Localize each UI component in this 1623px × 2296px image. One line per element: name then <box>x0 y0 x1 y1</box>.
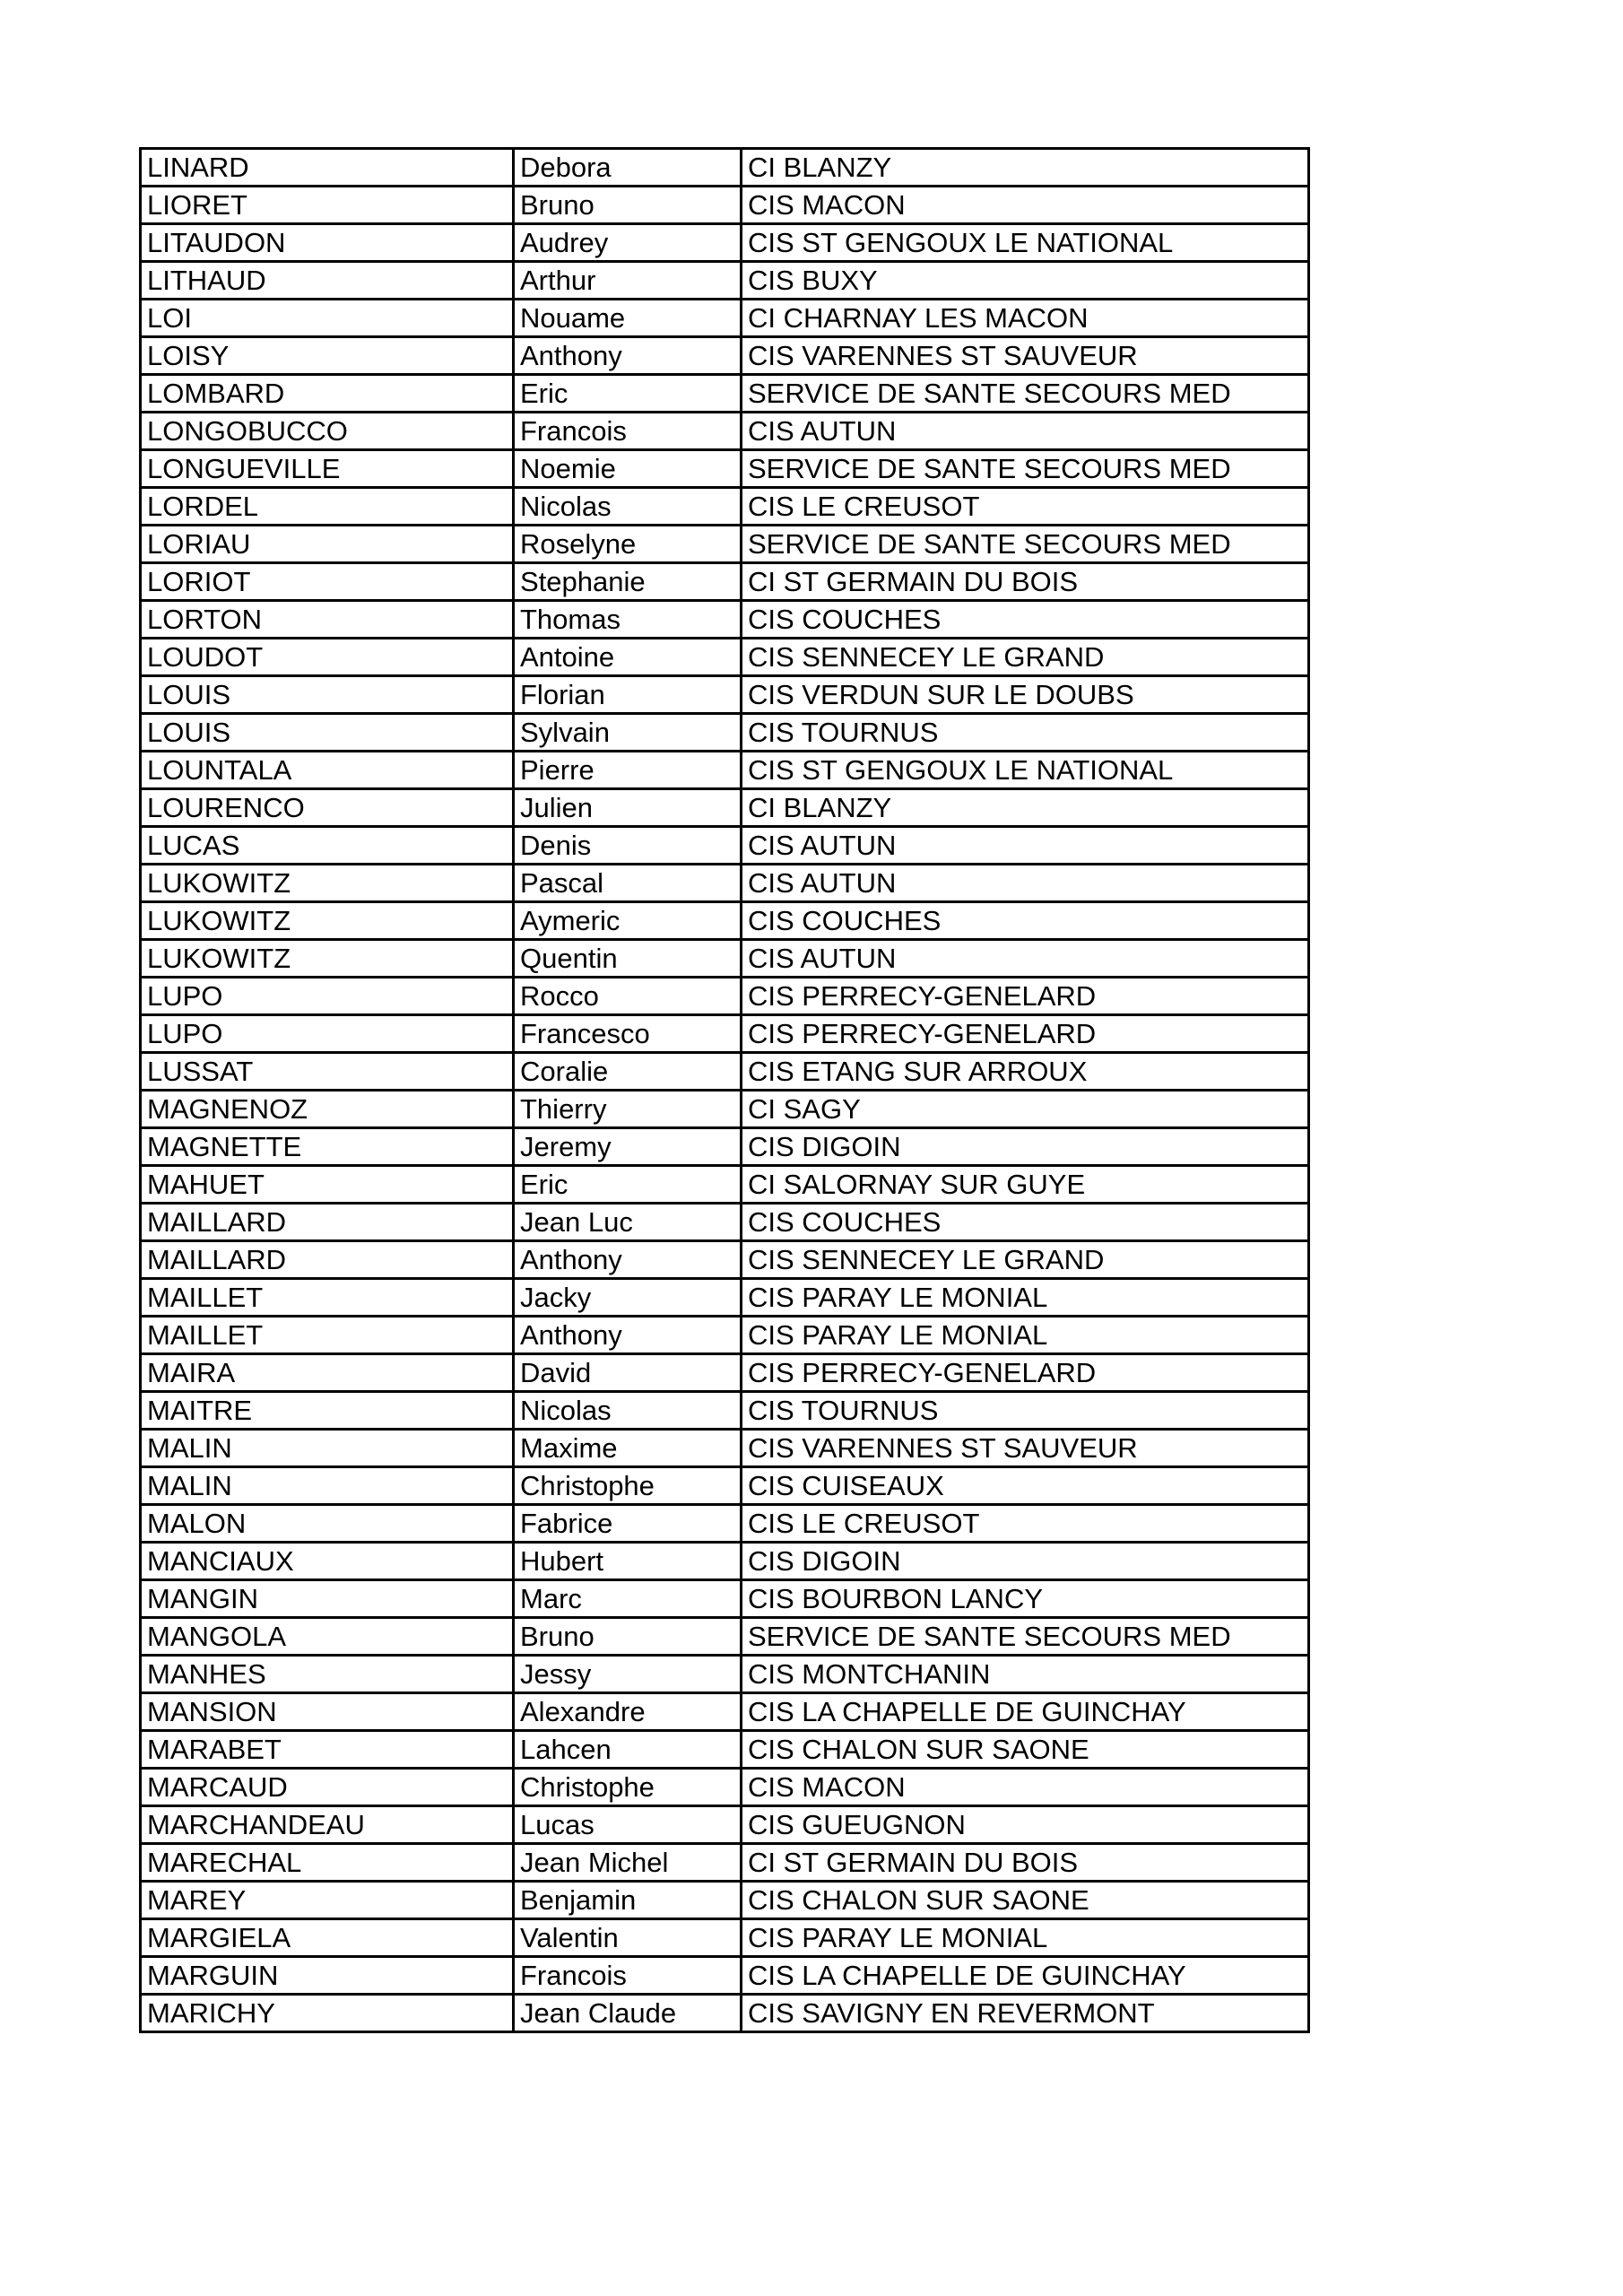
table-row <box>141 714 1309 752</box>
first-name-cell: Benjamin <box>514 1882 742 1919</box>
unit-cell: CIS LE CREUSOT <box>742 1505 1309 1543</box>
table-row <box>141 375 1309 413</box>
last-name-cell: MARICHY <box>141 1995 514 2032</box>
first-name-cell: Lucas <box>514 1806 742 1844</box>
last-name-cell: LIORET <box>141 187 514 224</box>
last-name-cell: LOUIS <box>141 714 514 752</box>
first-name-cell: Valentin <box>514 1919 742 1957</box>
last-name-cell: LOUNTALA <box>141 752 514 789</box>
last-name-cell: MALIN <box>141 1430 514 1467</box>
unit-cell: CIS AUTUN <box>742 940 1309 978</box>
last-name-cell: MAHUET <box>141 1166 514 1204</box>
last-name-cell: MARGUIN <box>141 1957 514 1995</box>
last-name-cell: MAILLET <box>141 1279 514 1317</box>
unit-cell: CIS AUTUN <box>742 827 1309 865</box>
last-name-cell: LOUDOT <box>141 639 514 676</box>
last-name-cell: MANSION <box>141 1693 514 1731</box>
first-name-cell: Quentin <box>514 940 742 978</box>
first-name-cell: Thierry <box>514 1091 742 1128</box>
unit-cell: CIS COUCHES <box>742 601 1309 639</box>
unit-cell: CIS BUXY <box>742 262 1309 300</box>
first-name-cell: Thomas <box>514 601 742 639</box>
unit-cell: CIS GUEUGNON <box>742 1806 1309 1844</box>
first-name-cell: Jessy <box>514 1656 742 1693</box>
last-name-cell: MANGOLA <box>141 1618 514 1656</box>
first-name-cell: Jacky <box>514 1279 742 1317</box>
table-row <box>141 450 1309 488</box>
roster-table-body <box>141 149 1309 2032</box>
table-row <box>141 1693 1309 1731</box>
first-name-cell: Fabrice <box>514 1505 742 1543</box>
unit-cell: CIS VARENNES ST SAUVEUR <box>742 1430 1309 1467</box>
unit-cell: CI SAGY <box>742 1091 1309 1128</box>
last-name-cell: MARECHAL <box>141 1844 514 1882</box>
unit-cell: CIS CHALON SUR SAONE <box>742 1731 1309 1769</box>
table-row <box>141 337 1309 375</box>
last-name-cell: LOISY <box>141 337 514 375</box>
table-row <box>141 1505 1309 1543</box>
table-row <box>141 639 1309 676</box>
unit-cell: CIS LA CHAPELLE DE GUINCHAY <box>742 1957 1309 1995</box>
unit-cell: CIS VARENNES ST SAUVEUR <box>742 337 1309 375</box>
first-name-cell: Maxime <box>514 1430 742 1467</box>
unit-cell: CIS SENNECEY LE GRAND <box>742 1241 1309 1279</box>
last-name-cell: LUSSAT <box>141 1053 514 1091</box>
table-row <box>141 526 1309 563</box>
unit-cell: CI ST GERMAIN DU BOIS <box>742 563 1309 601</box>
unit-cell: CI CHARNAY LES MACON <box>742 300 1309 337</box>
table-row <box>141 827 1309 865</box>
unit-cell: CIS TOURNUS <box>742 1392 1309 1430</box>
table-row <box>141 1091 1309 1128</box>
first-name-cell: Pascal <box>514 865 742 902</box>
table-row <box>141 752 1309 789</box>
unit-cell: CIS PERRECY-GENELARD <box>742 1354 1309 1392</box>
table-row <box>141 224 1309 262</box>
last-name-cell: MAILLET <box>141 1317 514 1354</box>
first-name-cell: Julien <box>514 789 742 827</box>
first-name-cell: Francois <box>514 1957 742 1995</box>
table-row <box>141 1656 1309 1693</box>
table-row <box>141 1618 1309 1656</box>
table-row <box>141 789 1309 827</box>
table-row <box>141 1769 1309 1806</box>
unit-cell: CIS DIGOIN <box>742 1128 1309 1166</box>
unit-cell: CIS COUCHES <box>742 902 1309 940</box>
first-name-cell: Jean Luc <box>514 1204 742 1241</box>
unit-cell: CIS BOURBON LANCY <box>742 1580 1309 1618</box>
last-name-cell: LORIAU <box>141 526 514 563</box>
first-name-cell: Sylvain <box>514 714 742 752</box>
last-name-cell: LONGUEVILLE <box>141 450 514 488</box>
table-row <box>141 187 1309 224</box>
last-name-cell: MAREY <box>141 1882 514 1919</box>
table-row <box>141 413 1309 450</box>
last-name-cell: LORTON <box>141 601 514 639</box>
table-row <box>141 865 1309 902</box>
unit-cell: CIS PERRECY-GENELARD <box>742 978 1309 1015</box>
unit-cell: CIS DIGOIN <box>742 1543 1309 1580</box>
last-name-cell: LUCAS <box>141 827 514 865</box>
first-name-cell: Arthur <box>514 262 742 300</box>
last-name-cell: LOURENCO <box>141 789 514 827</box>
last-name-cell: LUKOWITZ <box>141 865 514 902</box>
last-name-cell: MANHES <box>141 1656 514 1693</box>
table-row <box>141 1731 1309 1769</box>
first-name-cell: Antoine <box>514 639 742 676</box>
unit-cell: CIS AUTUN <box>742 865 1309 902</box>
first-name-cell: Rocco <box>514 978 742 1015</box>
table-row <box>141 1392 1309 1430</box>
table-row <box>141 300 1309 337</box>
last-name-cell: LORDEL <box>141 488 514 526</box>
last-name-cell: MARGIELA <box>141 1919 514 1957</box>
first-name-cell: Noemie <box>514 450 742 488</box>
table-row <box>141 488 1309 526</box>
unit-cell: CIS MONTCHANIN <box>742 1656 1309 1693</box>
last-name-cell: MAGNETTE <box>141 1128 514 1166</box>
first-name-cell: Francois <box>514 413 742 450</box>
unit-cell: CIS AUTUN <box>742 413 1309 450</box>
unit-cell: CIS CUISEAUX <box>742 1467 1309 1505</box>
unit-cell: CIS TOURNUS <box>742 714 1309 752</box>
unit-cell: CI BLANZY <box>742 149 1309 187</box>
unit-cell: CIS PARAY LE MONIAL <box>742 1279 1309 1317</box>
table-row <box>141 1128 1309 1166</box>
last-name-cell: MAILLARD <box>141 1204 514 1241</box>
first-name-cell: David <box>514 1354 742 1392</box>
first-name-cell: Christophe <box>514 1467 742 1505</box>
table-row <box>141 1053 1309 1091</box>
table-row <box>141 1995 1309 2032</box>
last-name-cell: LUPO <box>141 1015 514 1053</box>
first-name-cell: Coralie <box>514 1053 742 1091</box>
last-name-cell: MANGIN <box>141 1580 514 1618</box>
first-name-cell: Hubert <box>514 1543 742 1580</box>
first-name-cell: Stephanie <box>514 563 742 601</box>
table-row <box>141 262 1309 300</box>
first-name-cell: Eric <box>514 1166 742 1204</box>
last-name-cell: MARABET <box>141 1731 514 1769</box>
table-row <box>141 1844 1309 1882</box>
first-name-cell: Florian <box>514 676 742 714</box>
first-name-cell: Denis <box>514 827 742 865</box>
last-name-cell: LUKOWITZ <box>141 940 514 978</box>
table-row <box>141 149 1309 187</box>
last-name-cell: MANCIAUX <box>141 1543 514 1580</box>
table-row <box>141 1806 1309 1844</box>
first-name-cell: Jean Claude <box>514 1995 742 2032</box>
last-name-cell: LOI <box>141 300 514 337</box>
table-row <box>141 1317 1309 1354</box>
unit-cell: SERVICE DE SANTE SECOURS MED <box>742 526 1309 563</box>
last-name-cell: LINARD <box>141 149 514 187</box>
first-name-cell: Eric <box>514 375 742 413</box>
table-row <box>141 1882 1309 1919</box>
unit-cell: CI ST GERMAIN DU BOIS <box>742 1844 1309 1882</box>
unit-cell: CIS MACON <box>742 187 1309 224</box>
table-row <box>141 978 1309 1015</box>
table-row <box>141 1580 1309 1618</box>
table-row <box>141 940 1309 978</box>
last-name-cell: MARCHANDEAU <box>141 1806 514 1844</box>
first-name-cell: Lahcen <box>514 1731 742 1769</box>
first-name-cell: Anthony <box>514 1317 742 1354</box>
first-name-cell: Marc <box>514 1580 742 1618</box>
table-row <box>141 1957 1309 1995</box>
table-row <box>141 676 1309 714</box>
first-name-cell: Nicolas <box>514 1392 742 1430</box>
last-name-cell: LUKOWITZ <box>141 902 514 940</box>
first-name-cell: Bruno <box>514 1618 742 1656</box>
last-name-cell: MAILLARD <box>141 1241 514 1279</box>
table-row <box>141 1279 1309 1317</box>
unit-cell: SERVICE DE SANTE SECOURS MED <box>742 375 1309 413</box>
last-name-cell: MAITRE <box>141 1392 514 1430</box>
first-name-cell: Audrey <box>514 224 742 262</box>
last-name-cell: MAIRA <box>141 1354 514 1392</box>
unit-cell: SERVICE DE SANTE SECOURS MED <box>742 450 1309 488</box>
table-row <box>141 1354 1309 1392</box>
table-row <box>141 1241 1309 1279</box>
unit-cell: CIS PARAY LE MONIAL <box>742 1919 1309 1957</box>
unit-cell: CIS ETANG SUR ARROUX <box>742 1053 1309 1091</box>
last-name-cell: LITAUDON <box>141 224 514 262</box>
unit-cell: CIS SAVIGNY EN REVERMONT <box>742 1995 1309 2032</box>
first-name-cell: Jeremy <box>514 1128 742 1166</box>
unit-cell: CIS LE CREUSOT <box>742 488 1309 526</box>
last-name-cell: LORIOT <box>141 563 514 601</box>
first-name-cell: Anthony <box>514 1241 742 1279</box>
table-row <box>141 1467 1309 1505</box>
unit-cell: SERVICE DE SANTE SECOURS MED <box>742 1618 1309 1656</box>
unit-cell: CIS COUCHES <box>742 1204 1309 1241</box>
first-name-cell: Pierre <box>514 752 742 789</box>
last-name-cell: LUPO <box>141 978 514 1015</box>
unit-cell: CIS ST GENGOUX LE NATIONAL <box>742 224 1309 262</box>
unit-cell: CI SALORNAY SUR GUYE <box>742 1166 1309 1204</box>
unit-cell: CIS MACON <box>742 1769 1309 1806</box>
unit-cell: CIS SENNECEY LE GRAND <box>742 639 1309 676</box>
first-name-cell: Aymeric <box>514 902 742 940</box>
unit-cell: CIS ST GENGOUX LE NATIONAL <box>742 752 1309 789</box>
table-row <box>141 1204 1309 1241</box>
last-name-cell: MARCAUD <box>141 1769 514 1806</box>
last-name-cell: LOMBARD <box>141 375 514 413</box>
unit-cell: CIS LA CHAPELLE DE GUINCHAY <box>742 1693 1309 1731</box>
last-name-cell: MAGNENOZ <box>141 1091 514 1128</box>
table-row <box>141 1166 1309 1204</box>
last-name-cell: LITHAUD <box>141 262 514 300</box>
roster-table <box>139 147 1310 2033</box>
first-name-cell: Bruno <box>514 187 742 224</box>
first-name-cell: Nouame <box>514 300 742 337</box>
first-name-cell: Jean Michel <box>514 1844 742 1882</box>
last-name-cell: LOUIS <box>141 676 514 714</box>
table-row <box>141 563 1309 601</box>
table-row <box>141 1430 1309 1467</box>
unit-cell: CIS PERRECY-GENELARD <box>742 1015 1309 1053</box>
table-row <box>141 1919 1309 1957</box>
first-name-cell: Anthony <box>514 337 742 375</box>
table-row <box>141 1543 1309 1580</box>
first-name-cell: Roselyne <box>514 526 742 563</box>
unit-cell: CIS VERDUN SUR LE DOUBS <box>742 676 1309 714</box>
table-row <box>141 601 1309 639</box>
first-name-cell: Debora <box>514 149 742 187</box>
unit-cell: CIS CHALON SUR SAONE <box>742 1882 1309 1919</box>
table-row <box>141 1015 1309 1053</box>
first-name-cell: Christophe <box>514 1769 742 1806</box>
last-name-cell: MALIN <box>141 1467 514 1505</box>
last-name-cell: MALON <box>141 1505 514 1543</box>
unit-cell: CIS PARAY LE MONIAL <box>742 1317 1309 1354</box>
table-row <box>141 902 1309 940</box>
first-name-cell: Alexandre <box>514 1693 742 1731</box>
last-name-cell: LONGOBUCCO <box>141 413 514 450</box>
unit-cell: CI BLANZY <box>742 789 1309 827</box>
first-name-cell: Francesco <box>514 1015 742 1053</box>
first-name-cell: Nicolas <box>514 488 742 526</box>
